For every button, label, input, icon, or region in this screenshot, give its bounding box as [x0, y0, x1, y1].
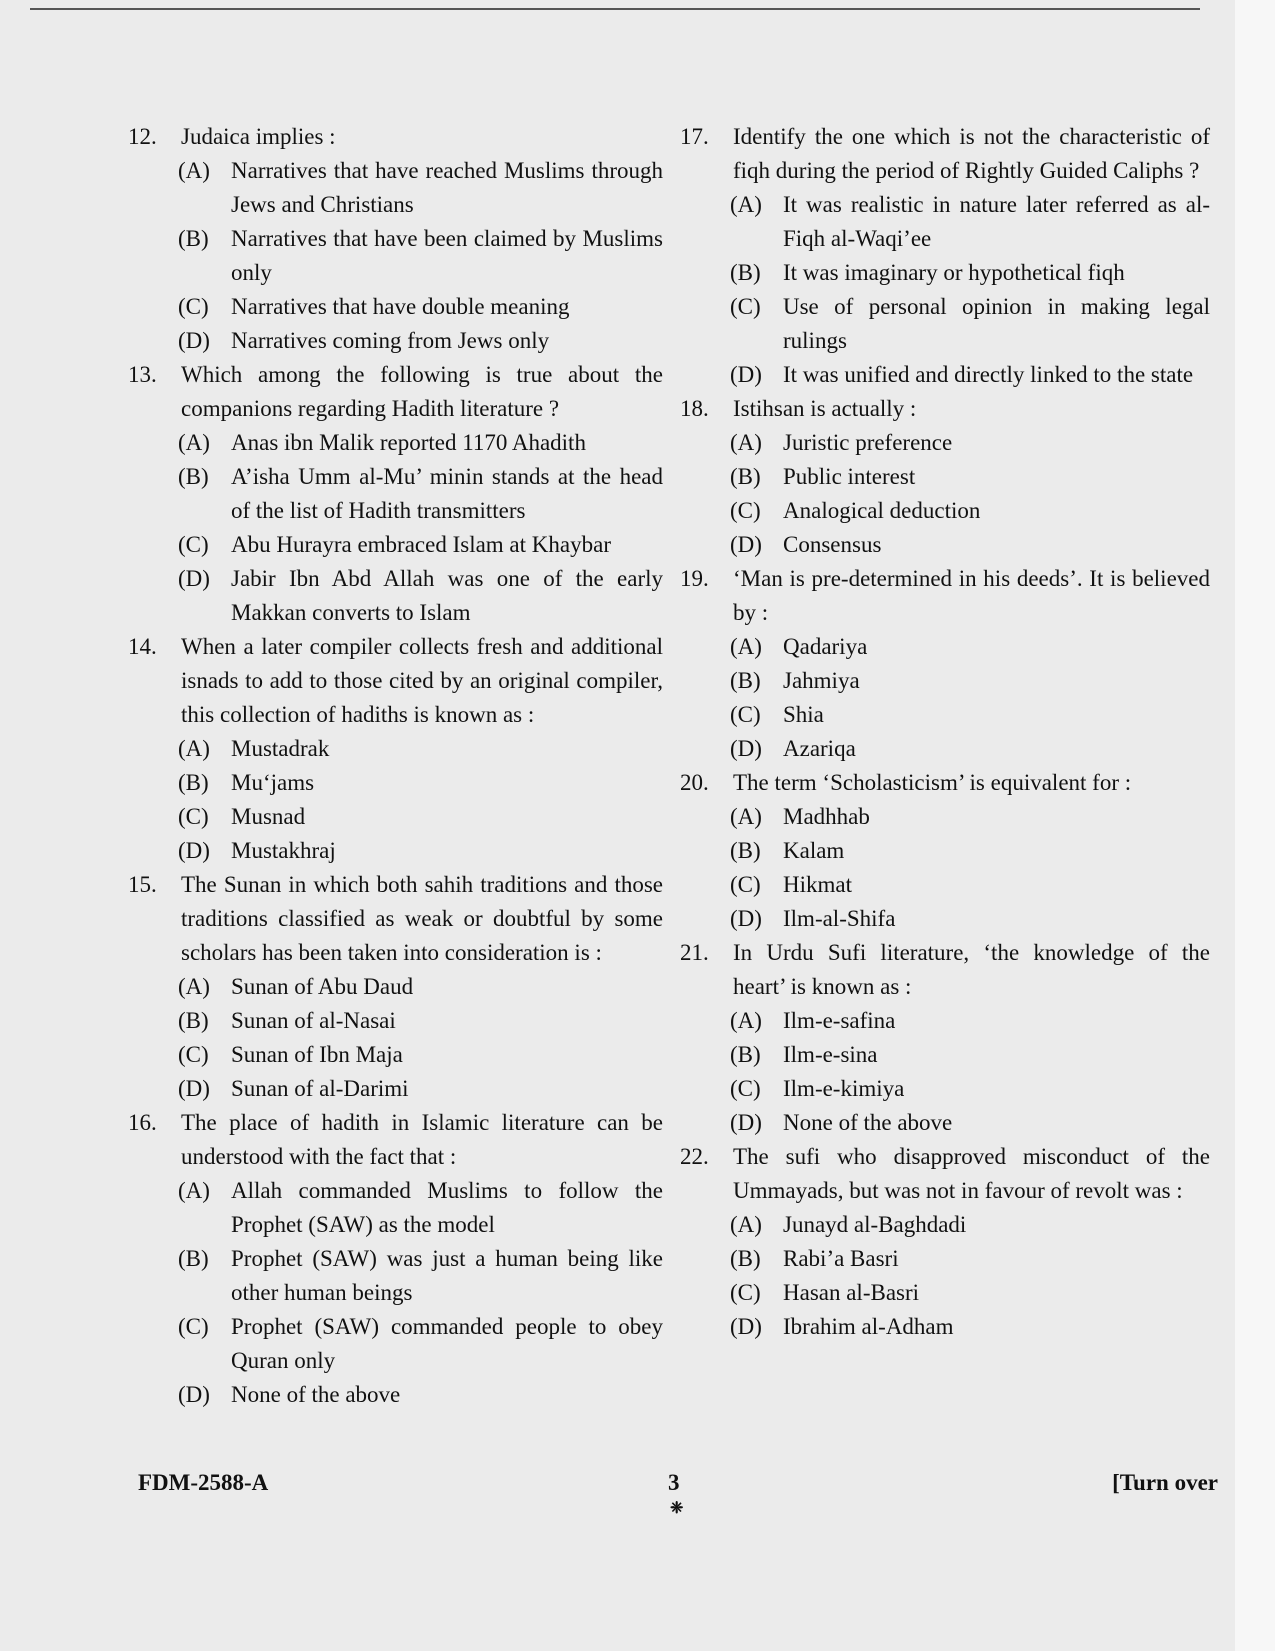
option-label: (D): [730, 362, 762, 387]
option-label: (D): [730, 1314, 762, 1339]
turn-over-label: [Turn over: [1112, 1470, 1218, 1495]
question-number: 12.: [128, 124, 157, 149]
option-text: Musnad: [231, 804, 306, 829]
option-label: (B): [178, 1008, 209, 1033]
option-text: Abu Hurayra embraced Islam at Khaybar: [231, 532, 611, 557]
option-text: Allah commanded Muslims to follow the Prophet (SAW) as the model: [231, 1178, 663, 1237]
option-text: It was realistic in nature later referred as al- Fiqh al-Waqi’ee: [783, 192, 1210, 251]
answer-option: [680, 1038, 1210, 1072]
answer-option: [680, 528, 1210, 562]
option-text: Azariqa: [783, 736, 856, 761]
answer-option: [128, 766, 663, 800]
question-number: 17.: [680, 124, 709, 149]
answer-option: [680, 630, 1210, 664]
option-text: Ilm-al-Shifa: [783, 906, 896, 931]
answer-option: [128, 800, 663, 834]
question: [680, 766, 1210, 800]
question-number: 18.: [680, 396, 709, 421]
option-text: Prophet (SAW) was just a human being like other human beings: [231, 1246, 663, 1305]
answer-option: [680, 868, 1210, 902]
option-label: (B): [178, 1246, 209, 1271]
option-text: Rabi’a Basri: [783, 1246, 899, 1271]
option-label: (C): [730, 872, 761, 897]
question-text: The sufi who disapproved misconduct of the Ummayads, but was not in favour of revolt was :: [733, 1144, 1210, 1203]
question: [128, 120, 663, 154]
option-label: (D): [730, 736, 762, 761]
option-label: (A): [730, 804, 762, 829]
answer-option: [680, 664, 1210, 698]
option-text: Junayd al-Baghdadi: [783, 1212, 967, 1237]
question-text: ‘Man is pre-determined in his deeds’. It is believed by :: [733, 566, 1210, 625]
option-label: (D): [178, 1382, 210, 1407]
answer-option: [128, 970, 663, 1004]
question: [128, 630, 663, 732]
option-text: Ilm-e-kimiya: [783, 1076, 905, 1101]
option-label: (A): [178, 974, 210, 999]
option-text: Mustakhraj: [231, 838, 336, 863]
option-text: It was unified and directly linked to the state: [783, 362, 1194, 387]
option-label: (A): [178, 1178, 210, 1203]
answer-option: [680, 494, 1210, 528]
option-text: Narratives that have reached Muslims through Jews and Christians: [231, 158, 663, 217]
top-rule: [30, 8, 1200, 10]
question-text: Identify the one which is not the characteristic of fiqh during the period of Rightly Guided Caliphs ?: [733, 124, 1210, 183]
option-label: (B): [730, 1246, 761, 1271]
answer-option: [128, 1310, 663, 1378]
option-text: Hasan al-Basri: [783, 1280, 920, 1305]
question-text: The term ‘Scholasticism’ is equivalent for :: [733, 770, 1132, 795]
option-label: (D): [730, 906, 762, 931]
option-text: Jahmiya: [783, 668, 860, 693]
question: [680, 392, 1210, 426]
question: [680, 1140, 1210, 1208]
question: [680, 936, 1210, 1004]
answer-option: [680, 256, 1210, 290]
answer-option: [128, 290, 663, 324]
answer-option: [680, 1208, 1210, 1242]
question-number: 22.: [680, 1144, 709, 1169]
answer-option: [680, 1276, 1210, 1310]
question-text: The place of hadith in Islamic literature can be understood with the fact that :: [181, 1110, 663, 1169]
answer-option: [680, 800, 1210, 834]
option-label: (D): [178, 328, 210, 353]
option-text: Analogical deduction: [783, 498, 981, 523]
answer-option: [680, 1310, 1210, 1344]
answer-option: [128, 1072, 663, 1106]
option-label: (D): [730, 1110, 762, 1135]
option-label: (B): [730, 668, 761, 693]
option-text: Madhhab: [783, 804, 870, 829]
option-text: Qadariya: [783, 634, 868, 659]
option-label: (A): [178, 736, 210, 761]
option-text: Kalam: [783, 838, 845, 863]
answer-option: [680, 698, 1210, 732]
option-text: Hikmat: [783, 872, 852, 897]
option-label: (C): [730, 702, 761, 727]
question-text: The Sunan in which both sahih traditions and those traditions classified as weak or doubtful by some scholars has been taken into consideration is :: [181, 872, 663, 965]
option-text: It was imaginary or hypothetical fiqh: [783, 260, 1125, 285]
answer-option: [128, 528, 663, 562]
option-label: (C): [730, 1280, 761, 1305]
answer-option: [128, 1038, 663, 1072]
question-number: 19.: [680, 566, 709, 591]
left-column: [128, 120, 663, 1412]
answer-option: [128, 834, 663, 868]
page-ornament: ❈: [670, 1500, 684, 1517]
answer-option: [680, 1242, 1210, 1276]
page-number: 3: [668, 1470, 680, 1495]
option-text: Sunan of al-Nasai: [231, 1008, 396, 1033]
answer-option: [680, 1072, 1210, 1106]
question: [128, 868, 663, 970]
option-label: (B): [730, 260, 761, 285]
answer-option: [680, 732, 1210, 766]
option-text: Prophet (SAW) commanded people to obey Quran only: [231, 1314, 663, 1373]
option-label: (C): [178, 804, 209, 829]
question-text: Judaica implies :: [181, 124, 336, 149]
option-text: Juristic preference: [783, 430, 953, 455]
option-label: (D): [178, 566, 210, 591]
answer-option: [680, 358, 1210, 392]
question-number: 15.: [128, 872, 157, 897]
option-label: (A): [730, 430, 762, 455]
answer-option: [128, 426, 663, 460]
option-text: Mu‘jams: [231, 770, 315, 795]
question-text: In Urdu Sufi literature, ‘the knowledge of the heart’ is known as :: [733, 940, 1210, 999]
option-text: None of the above: [783, 1110, 953, 1135]
answer-option: [128, 154, 663, 222]
answer-option: [680, 834, 1210, 868]
option-label: (A): [178, 430, 210, 455]
answer-option: [128, 1174, 663, 1242]
option-label: (D): [178, 1076, 210, 1101]
option-label: (B): [730, 838, 761, 863]
option-text: Narratives that have double meaning: [231, 294, 570, 319]
option-label: (C): [730, 1076, 761, 1101]
question: [128, 1106, 663, 1174]
option-label: (A): [730, 634, 762, 659]
answer-option: [128, 1004, 663, 1038]
option-label: (D): [178, 838, 210, 863]
answer-option: [680, 188, 1210, 256]
option-label: (C): [730, 294, 761, 319]
option-label: (A): [730, 1212, 762, 1237]
option-label: (D): [730, 532, 762, 557]
answer-option: [128, 732, 663, 766]
option-label: (B): [178, 464, 209, 489]
option-text: Use of personal opinion in making legal rulings: [783, 294, 1210, 353]
answer-option: [680, 1106, 1210, 1140]
option-label: (A): [178, 158, 210, 183]
option-text: Jabir Ibn Abd Allah was one of the early Makkan converts to Islam: [231, 566, 663, 625]
option-text: Ilm-e-sina: [783, 1042, 878, 1067]
option-label: (B): [730, 1042, 761, 1067]
answer-option: [680, 290, 1210, 358]
option-text: None of the above: [231, 1382, 401, 1407]
option-label: (A): [730, 192, 762, 217]
option-label: (B): [178, 226, 209, 251]
option-text: Public interest: [783, 464, 916, 489]
answer-option: [680, 426, 1210, 460]
question-number: 20.: [680, 770, 709, 795]
question: [680, 562, 1210, 630]
question-text: Istihsan is actually :: [733, 396, 917, 421]
option-text: Sunan of al-Darimi: [231, 1076, 409, 1101]
option-text: Ibrahim al-Adham: [783, 1314, 954, 1339]
question: [128, 358, 663, 426]
answer-option: [680, 1004, 1210, 1038]
answer-option: [680, 460, 1210, 494]
option-label: (C): [178, 1314, 209, 1339]
question: [680, 120, 1210, 188]
answer-option: [128, 1242, 663, 1310]
option-text: Narratives coming from Jews only: [231, 328, 550, 353]
question-text: Which among the following is true about the companions regarding Hadith literature ?: [181, 362, 663, 421]
question-text: When a later compiler collects fresh and additional isnads to add to those cited by an original compiler, this collection of hadiths is known as :: [181, 634, 663, 727]
option-text: Sunan of Ibn Maja: [231, 1042, 403, 1067]
question-number: 21.: [680, 940, 709, 965]
option-label: (B): [178, 770, 209, 795]
option-text: Narratives that have been claimed by Muslims only: [231, 226, 663, 285]
answer-option: [128, 222, 663, 290]
answer-option: [128, 562, 663, 630]
option-text: Shia: [783, 702, 824, 727]
answer-option: [128, 460, 663, 528]
question-number: 14.: [128, 634, 157, 659]
answer-option: [128, 324, 663, 358]
option-label: (C): [178, 294, 209, 319]
option-text: Ilm-e-safina: [783, 1008, 896, 1033]
option-label: (C): [178, 1042, 209, 1067]
option-label: (C): [730, 498, 761, 523]
option-label: (A): [730, 1008, 762, 1033]
option-text: Sunan of Abu Daud: [231, 974, 414, 999]
question-number: 13.: [128, 362, 157, 387]
option-text: Anas ibn Malik reported 1170 Ahadith: [231, 430, 586, 455]
option-label: (B): [730, 464, 761, 489]
option-text: Mustadrak: [231, 736, 330, 761]
option-label: (C): [178, 532, 209, 557]
paper-code: FDM-2588-A: [138, 1470, 269, 1495]
page-edge: [1235, 0, 1275, 1651]
right-column: [680, 120, 1210, 1344]
answer-option: [128, 1378, 663, 1412]
question-number: 16.: [128, 1110, 157, 1135]
option-text: A’isha Umm al-Mu’ minin stands at the head of the list of Hadith transmitters: [231, 464, 663, 523]
option-text: Consensus: [783, 532, 882, 557]
answer-option: [680, 902, 1210, 936]
